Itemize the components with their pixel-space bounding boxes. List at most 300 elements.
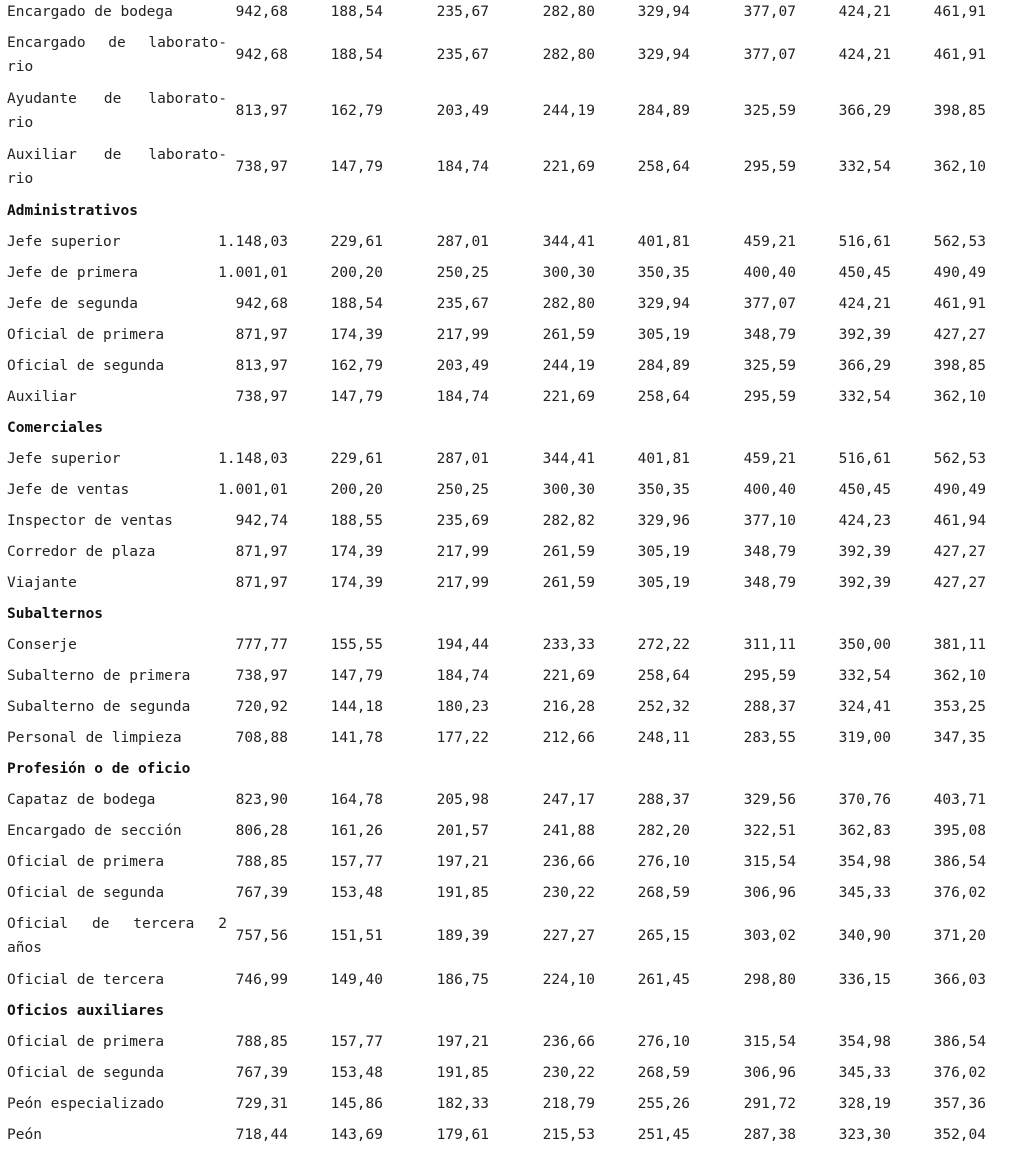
value-cell: 401,81 — [637, 234, 690, 250]
value-cell: 377,07 — [743, 4, 796, 20]
row-label: Oficial de segunda — [7, 1065, 165, 1081]
value-cell: 151,51 — [330, 928, 383, 944]
value-cell: 298,80 — [743, 972, 796, 988]
value-cell: 424,21 — [838, 47, 891, 63]
value-cell: 141,78 — [330, 730, 383, 746]
value-cell: 332,54 — [838, 668, 891, 684]
value-cell: 371,20 — [933, 928, 986, 944]
table-row — [0, 633, 1014, 664]
section-title: Profesión o de oficio — [7, 761, 191, 777]
value-cell: 157,77 — [330, 1034, 383, 1050]
value-cell: 322,51 — [743, 823, 796, 839]
value-cell: 174,39 — [330, 544, 383, 560]
value-cell: 398,85 — [933, 358, 986, 374]
value-cell: 348,79 — [743, 575, 796, 591]
value-cell: 189,39 — [436, 928, 489, 944]
section-title: Administrativos — [7, 203, 138, 219]
value-cell: 276,10 — [637, 854, 690, 870]
value-cell: 282,80 — [542, 4, 595, 20]
table-row — [0, 695, 1014, 726]
value-cell: 268,59 — [637, 885, 690, 901]
value-cell: 325,59 — [743, 358, 796, 374]
value-cell: 403,71 — [933, 792, 986, 808]
value-cell: 366,29 — [838, 103, 891, 119]
row-label: Jefe de segunda — [7, 296, 138, 312]
value-cell: 461,91 — [933, 47, 986, 63]
value-cell: 345,33 — [838, 885, 891, 901]
value-cell: 942,68 — [235, 47, 288, 63]
value-cell: 381,11 — [933, 637, 986, 653]
value-cell: 251,45 — [637, 1127, 690, 1143]
value-cell: 323,30 — [838, 1127, 891, 1143]
value-cell: 311,11 — [743, 637, 796, 653]
value-cell: 147,79 — [330, 389, 383, 405]
value-cell: 329,56 — [743, 792, 796, 808]
value-cell: 295,59 — [743, 389, 796, 405]
table-row — [0, 1092, 1014, 1123]
value-cell: 261,45 — [637, 972, 690, 988]
value-cell: 376,02 — [933, 885, 986, 901]
value-cell: 354,98 — [838, 1034, 891, 1050]
row-label: Oficial de tercera — [7, 972, 165, 988]
value-cell: 282,80 — [542, 296, 595, 312]
row-label: Oficial de tercera 2 años — [7, 916, 227, 956]
value-cell: 236,66 — [542, 854, 595, 870]
value-cell: 261,59 — [542, 575, 595, 591]
value-cell: 217,99 — [436, 575, 489, 591]
value-cell: 235,67 — [436, 4, 489, 20]
value-cell: 345,33 — [838, 1065, 891, 1081]
table-row — [0, 31, 1014, 87]
value-cell: 352,04 — [933, 1127, 986, 1143]
value-cell: 459,21 — [743, 234, 796, 250]
value-cell: 738,97 — [235, 159, 288, 175]
row-label: Ayudante de laborato- rio — [7, 91, 227, 131]
value-cell: 261,59 — [542, 544, 595, 560]
value-cell: 357,36 — [933, 1096, 986, 1112]
value-cell: 386,54 — [933, 854, 986, 870]
value-cell: 362,10 — [933, 159, 986, 175]
row-label: Oficial de primera — [7, 327, 165, 343]
value-cell: 247,17 — [542, 792, 595, 808]
value-cell: 162,79 — [330, 103, 383, 119]
value-cell: 276,10 — [637, 1034, 690, 1050]
value-cell: 153,48 — [330, 1065, 383, 1081]
value-cell: 258,64 — [637, 159, 690, 175]
value-cell: 305,19 — [637, 575, 690, 591]
value-cell: 332,54 — [838, 389, 891, 405]
value-cell: 283,55 — [743, 730, 796, 746]
row-label: Subalterno de segunda — [7, 699, 191, 715]
value-cell: 424,23 — [838, 513, 891, 529]
value-cell: 395,08 — [933, 823, 986, 839]
value-cell: 1.148,03 — [218, 234, 288, 250]
value-cell: 284,89 — [637, 358, 690, 374]
value-cell: 392,39 — [838, 327, 891, 343]
value-cell: 942,74 — [235, 513, 288, 529]
value-cell: 191,85 — [436, 885, 489, 901]
value-cell: 871,97 — [235, 327, 288, 343]
value-cell: 942,68 — [235, 4, 288, 20]
value-cell: 718,44 — [235, 1127, 288, 1143]
value-cell: 813,97 — [235, 103, 288, 119]
value-cell: 427,27 — [933, 327, 986, 343]
value-cell: 284,89 — [637, 103, 690, 119]
value-cell: 300,30 — [542, 482, 595, 498]
row-label: Jefe de primera — [7, 265, 138, 281]
value-cell: 788,85 — [235, 1034, 288, 1050]
table-row — [0, 292, 1014, 323]
value-cell: 303,02 — [743, 928, 796, 944]
value-cell: 248,11 — [637, 730, 690, 746]
value-cell: 746,99 — [235, 972, 288, 988]
value-cell: 184,74 — [436, 389, 489, 405]
value-cell: 1.001,01 — [218, 265, 288, 281]
value-cell: 806,28 — [235, 823, 288, 839]
value-cell: 516,61 — [838, 451, 891, 467]
value-cell: 424,21 — [838, 4, 891, 20]
value-cell: 813,97 — [235, 358, 288, 374]
value-cell: 200,20 — [330, 482, 383, 498]
value-cell: 336,15 — [838, 972, 891, 988]
value-cell: 362,10 — [933, 668, 986, 684]
value-cell: 319,00 — [838, 730, 891, 746]
value-cell: 377,10 — [743, 513, 796, 529]
table-row — [0, 788, 1014, 819]
value-cell: 398,85 — [933, 103, 986, 119]
value-cell: 224,10 — [542, 972, 595, 988]
value-cell: 366,29 — [838, 358, 891, 374]
value-cell: 344,41 — [542, 234, 595, 250]
table-row — [0, 447, 1014, 478]
row-label: Jefe superior — [7, 451, 121, 467]
table-row — [0, 850, 1014, 881]
value-cell: 153,48 — [330, 885, 383, 901]
table-row — [0, 881, 1014, 912]
table-row — [0, 664, 1014, 695]
value-cell: 305,19 — [637, 544, 690, 560]
section-title: Subalternos — [7, 606, 104, 622]
value-cell: 738,97 — [235, 668, 288, 684]
value-cell: 377,07 — [743, 47, 796, 63]
value-cell: 157,77 — [330, 854, 383, 870]
value-cell: 287,38 — [743, 1127, 796, 1143]
value-cell: 147,79 — [330, 668, 383, 684]
value-cell: 347,35 — [933, 730, 986, 746]
table-row — [0, 1030, 1014, 1061]
value-cell: 288,37 — [743, 699, 796, 715]
value-cell: 324,41 — [838, 699, 891, 715]
value-cell: 250,25 — [436, 482, 489, 498]
value-cell: 194,44 — [436, 637, 489, 653]
row-label: Corredor de plaza — [7, 544, 156, 560]
value-cell: 562,53 — [933, 451, 986, 467]
section-title: Oficios auxiliares — [7, 1003, 165, 1019]
row-label: Oficial de segunda — [7, 358, 165, 374]
value-cell: 197,21 — [436, 854, 489, 870]
table-row — [0, 968, 1014, 999]
value-cell: 162,79 — [330, 358, 383, 374]
value-cell: 1.001,01 — [218, 482, 288, 498]
value-cell: 767,39 — [235, 1065, 288, 1081]
table-row — [0, 385, 1014, 416]
value-cell: 161,26 — [330, 823, 383, 839]
value-cell: 729,31 — [235, 1096, 288, 1112]
value-cell: 348,79 — [743, 544, 796, 560]
row-label: Inspector de ventas — [7, 513, 173, 529]
value-cell: 708,88 — [235, 730, 288, 746]
value-cell: 200,20 — [330, 265, 383, 281]
value-cell: 490,49 — [933, 265, 986, 281]
table-row — [0, 571, 1014, 602]
value-cell: 250,25 — [436, 265, 489, 281]
value-cell: 288,37 — [637, 792, 690, 808]
value-cell: 188,54 — [330, 47, 383, 63]
value-cell: 147,79 — [330, 159, 383, 175]
row-label: Jefe superior — [7, 234, 121, 250]
row-label: Auxiliar de laborato- rio — [7, 147, 227, 187]
value-cell: 329,94 — [637, 296, 690, 312]
value-cell: 203,49 — [436, 103, 489, 119]
value-cell: 244,19 — [542, 358, 595, 374]
value-cell: 282,82 — [542, 513, 595, 529]
value-cell: 777,77 — [235, 637, 288, 653]
section-heading — [0, 757, 1014, 788]
value-cell: 427,27 — [933, 544, 986, 560]
table-row — [0, 819, 1014, 850]
row-label: Viajante — [7, 575, 77, 591]
value-cell: 144,18 — [330, 699, 383, 715]
value-cell: 427,27 — [933, 575, 986, 591]
table-row — [0, 478, 1014, 509]
row-label: Personal de limpieza — [7, 730, 182, 746]
value-cell: 461,91 — [933, 4, 986, 20]
row-label: Peón especializado — [7, 1096, 165, 1112]
value-cell: 235,69 — [436, 513, 489, 529]
row-label: Encargado de laborato- rio — [7, 35, 227, 75]
value-cell: 942,68 — [235, 296, 288, 312]
value-cell: 720,92 — [235, 699, 288, 715]
value-cell: 305,19 — [637, 327, 690, 343]
row-label: Encargado de bodega — [7, 4, 173, 20]
row-label: Peón — [7, 1127, 42, 1143]
table-row — [0, 1061, 1014, 1092]
table-row — [0, 143, 1014, 199]
value-cell: 149,40 — [330, 972, 383, 988]
table-row — [0, 1123, 1014, 1154]
value-cell: 767,39 — [235, 885, 288, 901]
value-cell: 738,97 — [235, 389, 288, 405]
value-cell: 450,45 — [838, 265, 891, 281]
value-cell: 348,79 — [743, 327, 796, 343]
value-cell: 258,64 — [637, 668, 690, 684]
value-cell: 424,21 — [838, 296, 891, 312]
value-cell: 461,94 — [933, 513, 986, 529]
table-row — [0, 230, 1014, 261]
table-row — [0, 323, 1014, 354]
value-cell: 188,55 — [330, 513, 383, 529]
value-cell: 230,22 — [542, 885, 595, 901]
table-row — [0, 0, 1014, 31]
value-cell: 291,72 — [743, 1096, 796, 1112]
row-label: Subalterno de primera — [7, 668, 191, 684]
value-cell: 235,67 — [436, 296, 489, 312]
value-cell: 362,10 — [933, 389, 986, 405]
value-cell: 197,21 — [436, 1034, 489, 1050]
value-cell: 823,90 — [235, 792, 288, 808]
section-heading — [0, 602, 1014, 633]
value-cell: 221,69 — [542, 389, 595, 405]
value-cell: 221,69 — [542, 668, 595, 684]
value-cell: 344,41 — [542, 451, 595, 467]
value-cell: 227,27 — [542, 928, 595, 944]
value-cell: 1.148,03 — [218, 451, 288, 467]
value-cell: 871,97 — [235, 544, 288, 560]
value-cell: 377,07 — [743, 296, 796, 312]
value-cell: 332,54 — [838, 159, 891, 175]
table-row — [0, 87, 1014, 143]
value-cell: 205,98 — [436, 792, 489, 808]
value-cell: 244,19 — [542, 103, 595, 119]
row-label: Capataz de bodega — [7, 792, 156, 808]
value-cell: 229,61 — [330, 451, 383, 467]
value-cell: 229,61 — [330, 234, 383, 250]
value-cell: 392,39 — [838, 575, 891, 591]
value-cell: 235,67 — [436, 47, 489, 63]
value-cell: 306,96 — [743, 885, 796, 901]
value-cell: 184,74 — [436, 159, 489, 175]
value-cell: 350,35 — [637, 265, 690, 281]
value-cell: 329,96 — [637, 513, 690, 529]
row-label: Oficial de primera — [7, 854, 165, 870]
value-cell: 230,22 — [542, 1065, 595, 1081]
row-label: Conserje — [7, 637, 77, 653]
value-cell: 282,20 — [637, 823, 690, 839]
value-cell: 328,19 — [838, 1096, 891, 1112]
value-cell: 400,40 — [743, 265, 796, 281]
value-cell: 179,61 — [436, 1127, 489, 1143]
value-cell: 212,66 — [542, 730, 595, 746]
table-row — [0, 354, 1014, 385]
value-cell: 265,15 — [637, 928, 690, 944]
value-cell: 177,22 — [436, 730, 489, 746]
value-cell: 350,00 — [838, 637, 891, 653]
table-row — [0, 540, 1014, 571]
table-row — [0, 509, 1014, 540]
value-cell: 174,39 — [330, 327, 383, 343]
section-heading — [0, 416, 1014, 447]
value-cell: 216,28 — [542, 699, 595, 715]
value-cell: 188,54 — [330, 4, 383, 20]
value-cell: 490,49 — [933, 482, 986, 498]
value-cell: 241,88 — [542, 823, 595, 839]
value-cell: 268,59 — [637, 1065, 690, 1081]
value-cell: 203,49 — [436, 358, 489, 374]
row-label: Oficial de segunda — [7, 885, 165, 901]
value-cell: 295,59 — [743, 159, 796, 175]
value-cell: 300,30 — [542, 265, 595, 281]
value-cell: 329,94 — [637, 47, 690, 63]
value-cell: 370,76 — [838, 792, 891, 808]
value-cell: 188,54 — [330, 296, 383, 312]
value-cell: 217,99 — [436, 544, 489, 560]
value-cell: 145,86 — [330, 1096, 383, 1112]
value-cell: 221,69 — [542, 159, 595, 175]
value-cell: 261,59 — [542, 327, 595, 343]
value-cell: 184,74 — [436, 668, 489, 684]
value-cell: 287,01 — [436, 234, 489, 250]
value-cell: 459,21 — [743, 451, 796, 467]
value-cell: 562,53 — [933, 234, 986, 250]
row-label: Encargado de sección — [7, 823, 182, 839]
row-label: Jefe de ventas — [7, 482, 130, 498]
value-cell: 201,57 — [436, 823, 489, 839]
value-cell: 757,56 — [235, 928, 288, 944]
value-cell: 315,54 — [743, 1034, 796, 1050]
value-cell: 255,26 — [637, 1096, 690, 1112]
section-title: Comerciales — [7, 420, 104, 436]
row-label: Oficial de primera — [7, 1034, 165, 1050]
value-cell: 295,59 — [743, 668, 796, 684]
value-cell: 871,97 — [235, 575, 288, 591]
value-cell: 354,98 — [838, 854, 891, 870]
value-cell: 215,53 — [542, 1127, 595, 1143]
table-row — [0, 912, 1014, 968]
value-cell: 376,02 — [933, 1065, 986, 1081]
value-cell: 400,40 — [743, 482, 796, 498]
value-cell: 282,80 — [542, 47, 595, 63]
value-cell: 258,64 — [637, 389, 690, 405]
value-cell: 350,35 — [637, 482, 690, 498]
value-cell: 272,22 — [637, 637, 690, 653]
value-cell: 236,66 — [542, 1034, 595, 1050]
value-cell: 325,59 — [743, 103, 796, 119]
value-cell: 366,03 — [933, 972, 986, 988]
section-heading — [0, 199, 1014, 230]
value-cell: 788,85 — [235, 854, 288, 870]
value-cell: 353,25 — [933, 699, 986, 715]
table-row — [0, 726, 1014, 757]
value-cell: 461,91 — [933, 296, 986, 312]
value-cell: 217,99 — [436, 327, 489, 343]
value-cell: 191,85 — [436, 1065, 489, 1081]
value-cell: 450,45 — [838, 482, 891, 498]
value-cell: 516,61 — [838, 234, 891, 250]
value-cell: 315,54 — [743, 854, 796, 870]
row-label: Auxiliar — [7, 389, 77, 405]
value-cell: 233,33 — [542, 637, 595, 653]
value-cell: 186,75 — [436, 972, 489, 988]
value-cell: 329,94 — [637, 4, 690, 20]
value-cell: 392,39 — [838, 544, 891, 560]
value-cell: 155,55 — [330, 637, 383, 653]
value-cell: 143,69 — [330, 1127, 383, 1143]
value-cell: 218,79 — [542, 1096, 595, 1112]
value-cell: 174,39 — [330, 575, 383, 591]
value-cell: 180,23 — [436, 699, 489, 715]
section-heading — [0, 999, 1014, 1030]
value-cell: 401,81 — [637, 451, 690, 467]
value-cell: 164,78 — [330, 792, 383, 808]
value-cell: 252,32 — [637, 699, 690, 715]
value-cell: 362,83 — [838, 823, 891, 839]
value-cell: 306,96 — [743, 1065, 796, 1081]
value-cell: 386,54 — [933, 1034, 986, 1050]
value-cell: 287,01 — [436, 451, 489, 467]
table-row — [0, 261, 1014, 292]
value-cell: 182,33 — [436, 1096, 489, 1112]
value-cell: 340,90 — [838, 928, 891, 944]
